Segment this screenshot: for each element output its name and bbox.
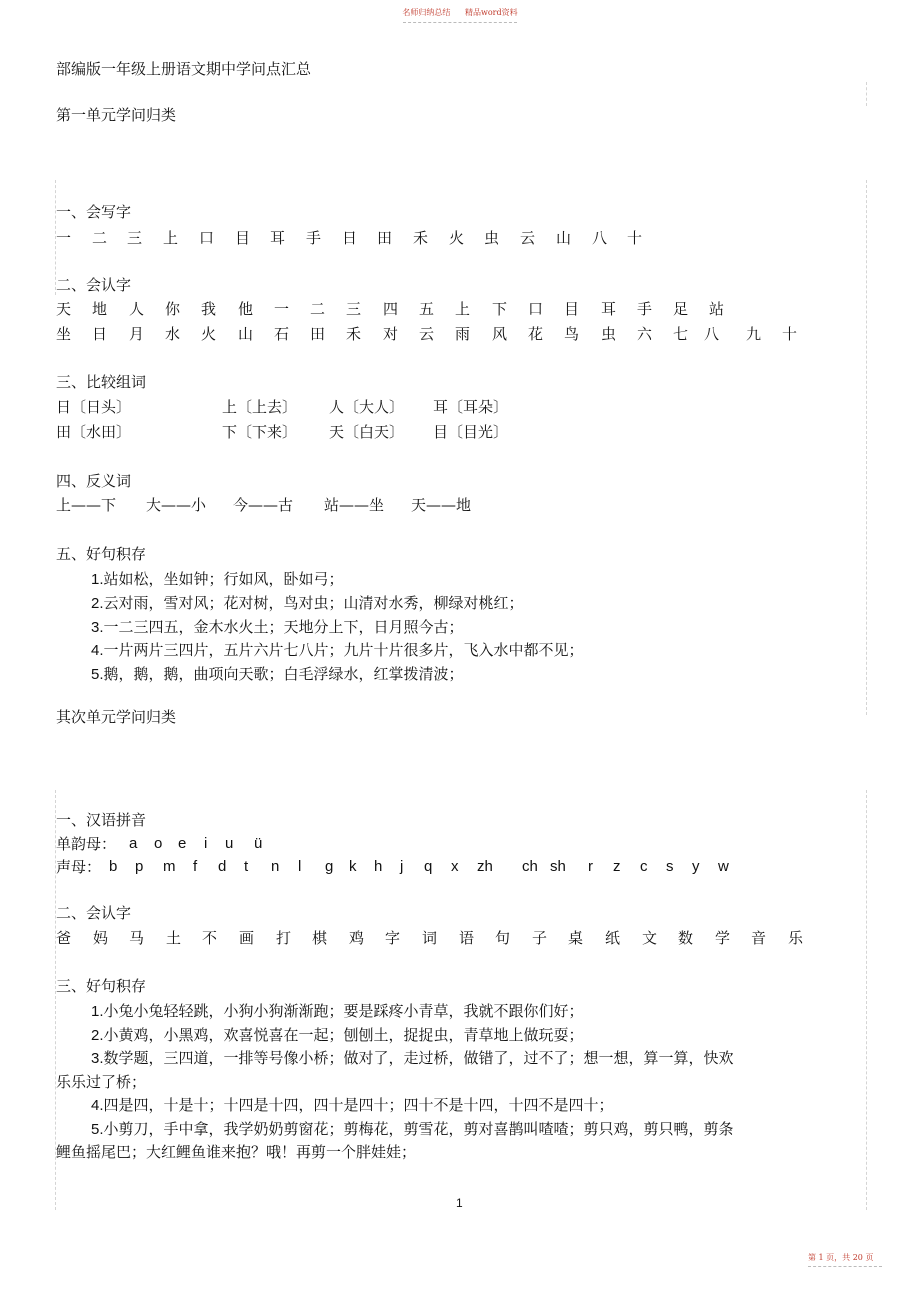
char: 学 <box>715 929 731 947</box>
char: 天 <box>56 300 72 318</box>
char: 站 <box>709 300 725 318</box>
char: 山 <box>556 229 572 247</box>
pinyin: b <box>109 858 118 875</box>
sentence: 1.站如松，坐如钟；行如风，卧如弓； <box>91 570 344 588</box>
margin-line <box>866 180 867 715</box>
pinyin: i <box>204 835 208 852</box>
char: 语 <box>459 929 475 947</box>
page-header <box>0 7 920 18</box>
u1-s2-heading: 二、会认字 <box>56 276 132 294</box>
char: 一 <box>274 300 290 318</box>
pinyin: y <box>692 858 700 875</box>
char: 田 <box>377 229 393 247</box>
char: 人 <box>129 300 145 318</box>
header-left: 名师归纳总结 <box>402 8 451 17</box>
char: 我 <box>201 300 217 318</box>
char: 花 <box>528 325 544 343</box>
header-rule <box>403 22 517 23</box>
char: 手 <box>637 300 653 318</box>
sentence: 2.小黄鸡，小黑鸡，欢喜悦喜在一起；刨刨土，捉捉虫，青草地上做玩耍； <box>91 1026 584 1044</box>
char: 字 <box>385 929 401 947</box>
char: 不 <box>202 929 218 947</box>
pinyin: n <box>271 858 280 875</box>
char: 四 <box>383 300 399 318</box>
page-footer: 第 1 页，共 20 页 <box>808 1253 874 1262</box>
char: 八 <box>592 229 608 247</box>
word-pair: 天〔白天〕 <box>329 423 405 441</box>
initial-label: 声母： <box>56 858 102 876</box>
pinyin: x <box>451 858 459 875</box>
word-pair: 上〔上去〕 <box>222 398 298 416</box>
char: 乐 <box>788 929 804 947</box>
char: 五 <box>419 300 435 318</box>
pinyin: a <box>129 835 138 852</box>
unit1-title: 第一单元学问归类 <box>56 106 177 124</box>
pinyin: l <box>298 858 302 875</box>
char: 石 <box>274 325 290 343</box>
char: 鸡 <box>349 929 365 947</box>
char: 纸 <box>605 929 621 947</box>
pinyin: r <box>588 858 593 875</box>
char: 耳 <box>601 300 617 318</box>
word-pair: 耳〔耳朵〕 <box>433 398 509 416</box>
doc-title: 部编版一年级上册语文期中学问点汇总 <box>56 60 312 78</box>
word-pair: 田〔水田〕 <box>56 423 132 441</box>
pinyin: sh <box>550 858 566 875</box>
char: 下 <box>492 300 508 318</box>
char: 坐 <box>56 325 72 343</box>
char: 水 <box>165 325 181 343</box>
char: 日 <box>342 229 358 247</box>
vowel-label: 单韵母： <box>56 835 117 853</box>
sentence: 5.鹅，鹅，鹅，曲项向天歌；白毛浮绿水，红掌拨清波； <box>91 665 464 683</box>
word-pair: 目〔目光〕 <box>433 423 509 441</box>
u2-s1-heading: 一、汉语拼音 <box>56 811 147 829</box>
header-right: 精品word资料 <box>464 8 518 17</box>
sentence-continued: 鲤鱼摇尾巴；大红鲤鱼谁来抱？哦！再剪一个胖娃娃； <box>56 1143 417 1161</box>
pinyin: k <box>349 858 357 875</box>
char: 对 <box>383 325 399 343</box>
char: 你 <box>165 300 181 318</box>
pinyin: ɡ <box>325 858 334 875</box>
pinyin: zh <box>477 858 493 875</box>
char: 棋 <box>312 929 328 947</box>
u1-s4-heading: 四、反义词 <box>56 472 132 490</box>
antonym-pair: 今——古 <box>233 496 294 514</box>
char: 打 <box>276 929 292 947</box>
char: 子 <box>532 929 548 947</box>
char: 禾 <box>413 229 429 247</box>
char: 十 <box>782 325 798 343</box>
char: 目 <box>564 300 580 318</box>
char: 口 <box>528 300 544 318</box>
pinyin: c <box>640 858 648 875</box>
pinyin: d <box>218 858 227 875</box>
char: 三 <box>346 300 362 318</box>
char: 二 <box>310 300 326 318</box>
u2-s3-heading: 三、好句积存 <box>56 977 147 995</box>
char: 十 <box>627 229 643 247</box>
char: 马 <box>129 929 145 947</box>
u1-s5-heading: 五、好句积存 <box>56 545 147 563</box>
char: 手 <box>306 229 322 247</box>
char: 词 <box>422 929 438 947</box>
char: 月 <box>129 325 145 343</box>
antonym-pair: 天——地 <box>411 496 472 514</box>
pinyin: f <box>193 858 198 875</box>
sentence: 1.小兔小兔轻轻跳，小狗小狗渐渐跑；要是踩疼小青草，我就不跟你们好； <box>91 1002 584 1020</box>
char: 句 <box>495 929 511 947</box>
footer-rule <box>808 1266 882 1267</box>
char: 八 <box>704 325 720 343</box>
char: 口 <box>199 229 215 247</box>
char: 七 <box>673 325 689 343</box>
u2-s2-heading: 二、会认字 <box>56 904 132 922</box>
char: 火 <box>201 325 217 343</box>
margin-line <box>866 790 867 1210</box>
word-pair: 日〔日头〕 <box>56 398 132 416</box>
char: 桌 <box>568 929 584 947</box>
antonym-pair: 大——小 <box>146 496 207 514</box>
sentence: 4.四是四，十是十；十四是十四，四十是四十；四十不是十四，十四不是四十； <box>91 1096 614 1114</box>
sentence: 3.数学题，三四道，一排等号像小桥；做对了，走过桥，做错了，过不了；想一想，算一算，快欢 <box>91 1049 734 1067</box>
char: 足 <box>673 300 689 318</box>
char: 日 <box>92 325 108 343</box>
sentence: 2.云对雨，雪对风；花对树，鸟对虫；山清对水秀，柳绿对桃红； <box>91 594 524 612</box>
pinyin: z <box>613 858 621 875</box>
char: 音 <box>751 929 767 947</box>
sentence: 4.一片两片三四片，五片六片七八片；九片十片很多片，飞入水中都不见； <box>91 641 584 659</box>
char: 九 <box>746 325 762 343</box>
char: 数 <box>678 929 694 947</box>
pinyin: s <box>666 858 674 875</box>
char: 地 <box>92 300 108 318</box>
pinyin: q <box>424 858 433 875</box>
char: 上 <box>455 300 471 318</box>
pinyin: e <box>178 835 187 852</box>
sentence-continued: 乐乐过了桥； <box>56 1073 147 1091</box>
pinyin: m <box>163 858 176 875</box>
u1-s3-heading: 三、比较组词 <box>56 373 147 391</box>
pinyin: ü <box>254 835 263 852</box>
char: 虫 <box>484 229 500 247</box>
pinyin: w <box>718 858 729 875</box>
antonym-pair: 站——坐 <box>324 496 385 514</box>
word-pair: 下〔下来〕 <box>222 423 298 441</box>
pinyin: h <box>374 858 383 875</box>
char: 土 <box>166 929 182 947</box>
char: 上 <box>163 229 179 247</box>
margin-line <box>866 82 867 106</box>
pinyin: p <box>135 858 144 875</box>
char: 风 <box>492 325 508 343</box>
char: 六 <box>637 325 653 343</box>
unit2-title: 其次单元学问归类 <box>56 708 177 726</box>
pinyin: ch <box>522 858 538 875</box>
char: 文 <box>642 929 658 947</box>
char: 火 <box>449 229 465 247</box>
char: 画 <box>239 929 255 947</box>
char: 一 <box>56 229 72 247</box>
sentence: 5.小剪刀，手中拿，我学奶奶剪窗花；剪梅花，剪雪花，剪对喜鹊叫喳喳；剪只鸡，剪只鸭，剪条 <box>91 1120 734 1138</box>
char: 妈 <box>93 929 109 947</box>
pinyin: u <box>225 835 234 852</box>
char: 田 <box>310 325 326 343</box>
char: 目 <box>235 229 251 247</box>
char: 耳 <box>270 229 286 247</box>
char: 云 <box>520 229 536 247</box>
u1-s1-heading: 一、会写字 <box>56 203 132 221</box>
pinyin: j <box>400 858 404 875</box>
char: 山 <box>238 325 254 343</box>
sentence: 3.一二三四五，金木水火土；天地分上下，日月照今古； <box>91 618 464 636</box>
char: 雨 <box>455 325 471 343</box>
char: 禾 <box>346 325 362 343</box>
char: 虫 <box>601 325 617 343</box>
char: 鸟 <box>564 325 580 343</box>
char: 二 <box>92 229 108 247</box>
page-number: 1 <box>456 1196 463 1210</box>
pinyin: o <box>154 835 163 852</box>
char: 爸 <box>56 929 72 947</box>
antonym-pair: 上——下 <box>56 496 117 514</box>
char: 三 <box>127 229 143 247</box>
char: 他 <box>238 300 254 318</box>
pinyin: t <box>244 858 249 875</box>
char: 云 <box>419 325 435 343</box>
word-pair: 人〔大人〕 <box>329 398 405 416</box>
